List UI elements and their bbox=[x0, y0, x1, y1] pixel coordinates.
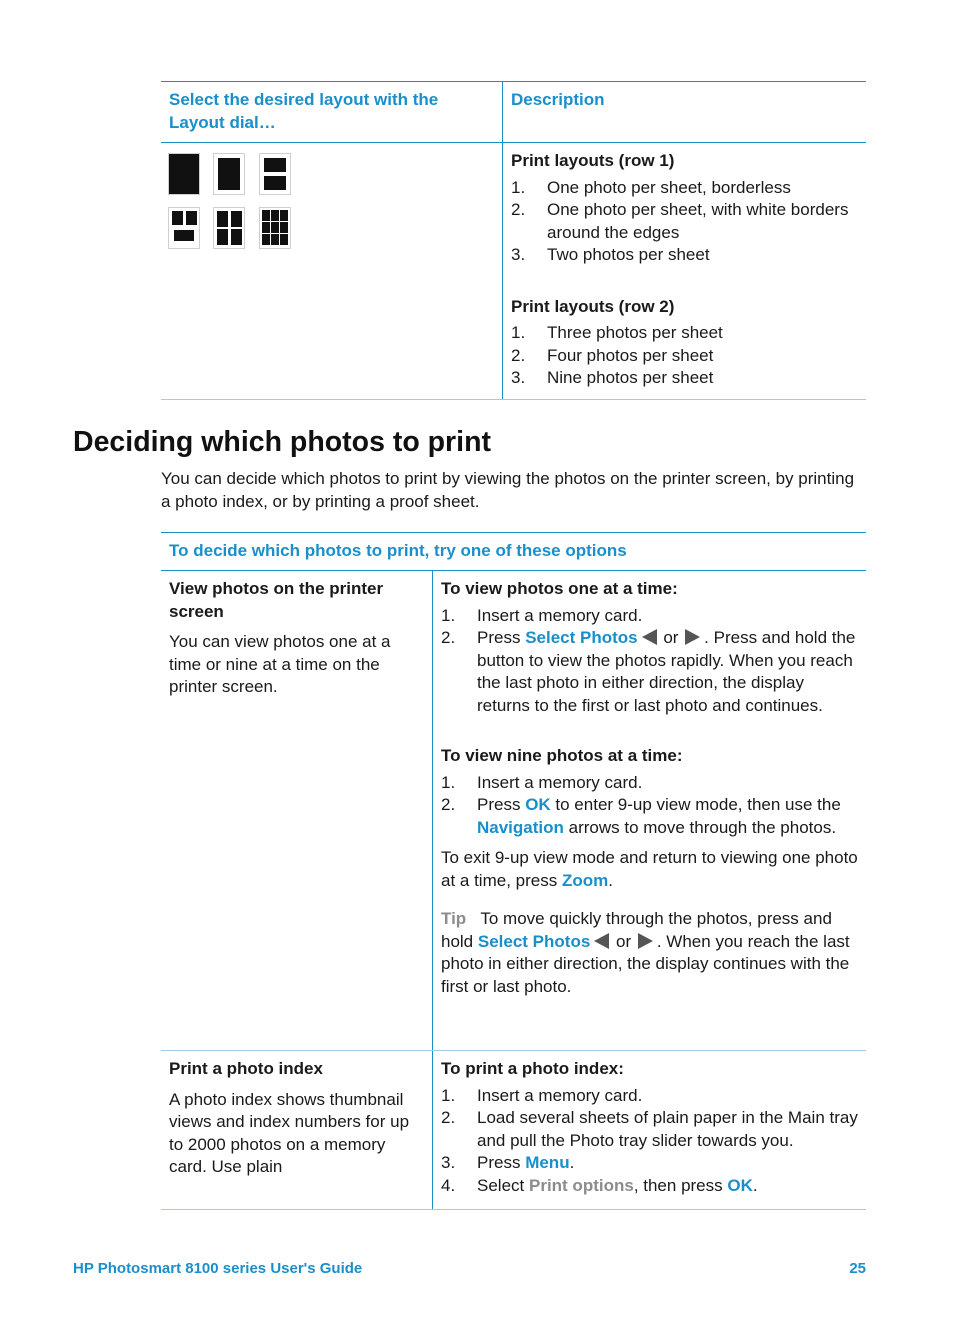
view-one-steps bbox=[441, 605, 858, 718]
list-item: 3. Press Menu. bbox=[441, 1153, 575, 1172]
print-options-menu-label: Print options bbox=[528, 1175, 634, 1195]
index-option-title: Print a photo index bbox=[169, 1059, 323, 1078]
options-row-index bbox=[161, 1051, 866, 1210]
row1-title: Print layouts (row 1) bbox=[511, 151, 675, 170]
bordered-layout-icon bbox=[213, 153, 245, 195]
list-item: 1. Insert a memory card. bbox=[441, 605, 643, 625]
tip-label: Tip bbox=[441, 909, 467, 928]
three-up-layout-icon bbox=[168, 207, 200, 249]
row2-title: Print layouts (row 2) bbox=[511, 296, 675, 316]
layout-description-cell bbox=[503, 143, 866, 399]
view-option-title: View photos on the printer screen bbox=[169, 579, 384, 621]
view-one-title: To view photos one at a time: bbox=[441, 579, 678, 598]
view-nine-title: To view nine photos at a time: bbox=[441, 746, 683, 765]
navigation-button-label: Navigation bbox=[477, 817, 564, 837]
list-item: 3. Two photos per sheet bbox=[511, 245, 710, 264]
exit-9up-text: To exit 9-up view mode and return to viewing one photo at a time, press Zoom. bbox=[441, 848, 858, 890]
select-photos-button-label: Select Photos bbox=[525, 628, 638, 647]
options-table bbox=[161, 532, 866, 1210]
options-row-view bbox=[161, 571, 866, 1051]
page-number: 25 bbox=[849, 1260, 866, 1277]
row2-list bbox=[511, 322, 858, 390]
index-steps bbox=[441, 1085, 858, 1198]
ok-button-label: OK bbox=[727, 1175, 753, 1195]
index-instructions-cell bbox=[433, 1051, 866, 1209]
menu-button-label: Menu bbox=[525, 1153, 570, 1172]
index-option-desc: A photo index shows thumbnail views and index numbers for up to 2000 photos on a memory card. Use plain bbox=[169, 1089, 410, 1176]
layout-table bbox=[161, 81, 866, 400]
tip-text: Tip To move quickly through the photos, press and hold Select Photos or . When you reach the last photo in either direction, the display continues with the first or last photo. bbox=[441, 909, 850, 996]
list-item: 2. Four photos per sheet bbox=[511, 345, 714, 365]
section-title: Deciding which photos to print bbox=[73, 426, 491, 458]
list-item: 1. Insert a memory card. bbox=[441, 772, 643, 792]
view-option-cell bbox=[161, 571, 433, 1050]
list-item: 2. One photo per sheet, with white borders around the edges bbox=[511, 200, 849, 242]
list-item: 4. Select Print options, then press OK. bbox=[441, 1175, 758, 1195]
options-table-header: To decide which photos to print, try one of these options bbox=[161, 533, 866, 571]
right-arrow-icon bbox=[638, 933, 653, 949]
list-item: 2. Load several sheets of plain paper in the Main tray and pull the Photo tray slider towards you. bbox=[441, 1108, 858, 1150]
layout-col-header: Select the desired layout with the Layout dial… bbox=[161, 82, 503, 142]
nine-up-layout-icon bbox=[259, 207, 291, 249]
ok-button-label: OK bbox=[525, 795, 551, 814]
list-item: 1. One photo per sheet, borderless bbox=[511, 177, 791, 197]
list-item: 1. Insert a memory card. bbox=[441, 1085, 643, 1105]
index-steps-title: To print a photo index: bbox=[441, 1059, 624, 1078]
zoom-button-label: Zoom bbox=[561, 870, 609, 890]
four-up-layout-icon bbox=[213, 207, 245, 249]
left-arrow-icon bbox=[594, 933, 609, 949]
right-arrow-icon bbox=[685, 629, 700, 645]
footer-guide-title: HP Photosmart 8100 series User's Guide bbox=[73, 1260, 363, 1277]
view-instructions-cell bbox=[433, 571, 866, 1050]
list-item: 2. Press Select Photos or . Press and hold the button to view the photos rapidly. When you reach the last photo in either direction, the display returns to the first or last photo and continues. bbox=[441, 628, 856, 715]
left-arrow-icon bbox=[642, 629, 657, 645]
list-item: 3. Nine photos per sheet bbox=[511, 368, 714, 387]
row1-list bbox=[511, 177, 858, 267]
view-option-desc: You can view photos one at a time or nine at a time on the printer screen. bbox=[169, 632, 391, 696]
layout-table-header bbox=[161, 82, 866, 143]
list-item: 2. Press OK to enter 9-up view mode, then use the Navigation arrows to move through the photos. bbox=[441, 795, 841, 837]
list-item: 1. Three photos per sheet bbox=[511, 323, 723, 342]
description-col-header: Description bbox=[511, 90, 605, 109]
view-nine-steps bbox=[441, 772, 858, 840]
section-intro: You can decide which photos to print by viewing the photos on the printer screen, by printing a photo index, or by printing a proof sheet. bbox=[161, 469, 855, 511]
select-photos-button-label: Select Photos bbox=[477, 931, 591, 951]
borderless-layout-icon bbox=[168, 153, 200, 195]
two-up-layout-icon bbox=[259, 153, 291, 195]
layout-icons-cell bbox=[161, 143, 503, 399]
index-option-cell bbox=[161, 1051, 433, 1209]
layout-table-row bbox=[161, 143, 866, 399]
